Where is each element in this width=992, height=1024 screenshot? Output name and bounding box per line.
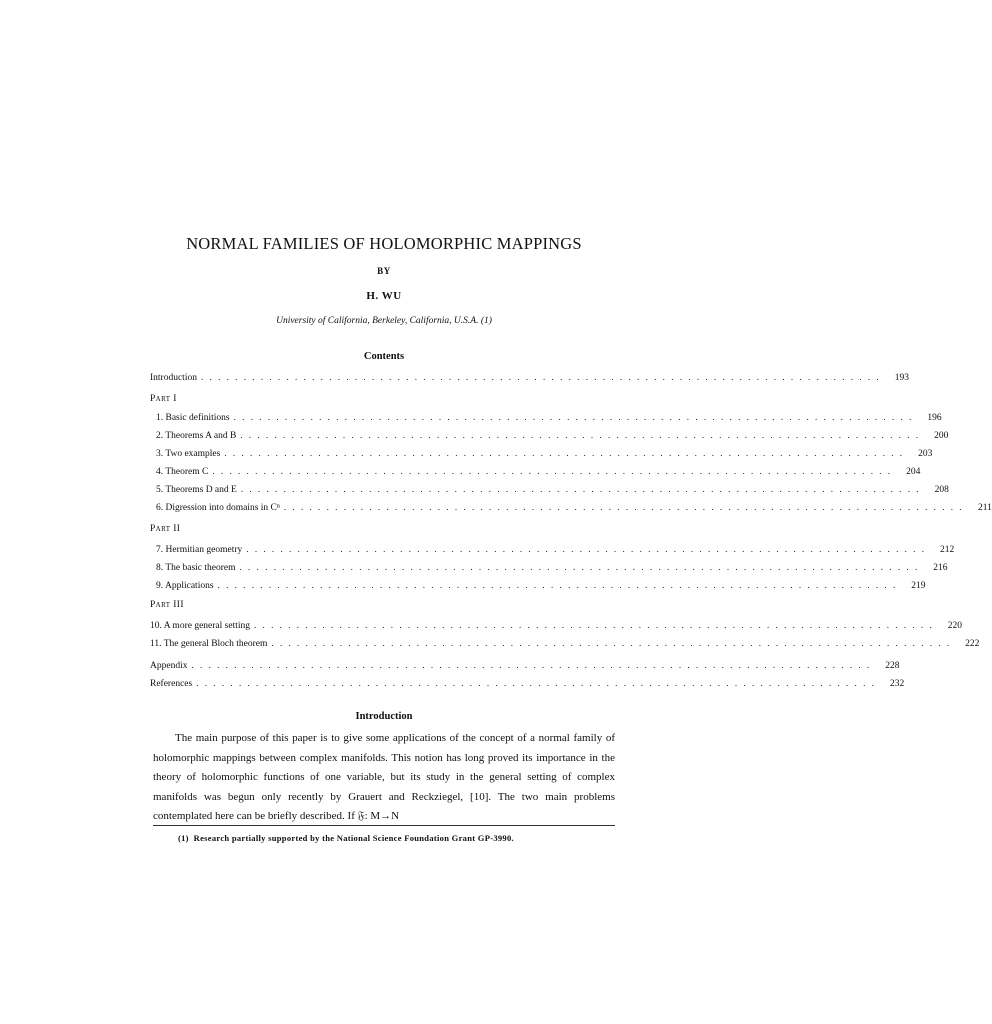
toc-entry — [150, 560, 948, 575]
toc-entry — [150, 482, 949, 497]
toc-entry — [150, 446, 933, 461]
toc-leader-dots: ................................................................................ — [217, 580, 902, 590]
toc-entry-page: 220 — [947, 621, 962, 631]
toc-part-heading: Part II — [150, 524, 181, 534]
toc-entry-page: 200 — [934, 431, 949, 441]
toc-entry — [150, 578, 926, 593]
toc-entry — [150, 464, 921, 479]
toc-leader-dots: ................................................................................ — [239, 562, 924, 572]
toc-entry-page: 228 — [885, 661, 900, 671]
toc-entry-page: 208 — [934, 485, 949, 495]
toc-entry-label: 9. Applications — [156, 581, 214, 591]
toc-entry-label: 4. Theorem C — [156, 467, 209, 477]
toc-entry-label: 8. The basic theorem — [156, 563, 236, 573]
toc-leader-dots: ................................................................................ — [246, 544, 931, 554]
toc-leader-dots: ................................................................................ — [283, 502, 968, 512]
toc-leader-dots: ................................................................................ — [224, 448, 909, 458]
toc-entry-label: 11. The general Bloch theorem — [150, 639, 268, 649]
toc-leader-dots: ................................................................................ — [240, 430, 925, 440]
toc-leader-dots: ................................................................................ — [212, 466, 897, 476]
toc-entry-label: 1. Basic definitions — [156, 413, 230, 423]
toc-entry — [150, 676, 905, 691]
toc-entry — [150, 410, 942, 425]
toc-entry — [150, 658, 900, 673]
toc-leader-dots: ................................................................................ — [254, 620, 938, 630]
toc-leader-dots: ................................................................................ — [233, 412, 918, 422]
toc-entry-page: 222 — [965, 639, 980, 649]
toc-entry — [150, 636, 980, 651]
toc-entry-label: References — [150, 679, 193, 689]
toc-entry-page: 196 — [927, 413, 942, 423]
introduction-paragraph: The main purpose of this paper is to give some applications of the concept of a normal family of holomorphic mappings between complex manifolds. This notion has long proved its importance in the theory of holomorphic functions of one variable, but its study in the general setting of complex manifolds was begun only recently by Grauert and Reckziegel, [10]. The two main problems contemplated here can be briefly described. If 𝔉: M→N — [153, 732, 615, 822]
toc-entry — [150, 618, 962, 633]
by-line: BY — [377, 266, 391, 276]
toc-entry-page: 216 — [933, 563, 948, 573]
author-affiliation — [0, 316, 768, 326]
toc-entry — [150, 542, 955, 557]
toc-entry-label: 10. A more general setting — [150, 621, 250, 631]
toc-entry-label: 7. Hermitian geometry — [156, 545, 243, 555]
footnote — [178, 833, 514, 843]
toc-entry-page: 219 — [911, 581, 926, 591]
toc-leader-dots: ................................................................................ — [240, 484, 925, 494]
toc-entry — [150, 370, 909, 385]
toc-leader-dots: ................................................................................ — [271, 638, 956, 648]
toc-entry-label: 6. Digression into domains in Cⁿ — [156, 503, 280, 513]
author-name: H. WU — [366, 290, 402, 302]
toc-part-heading: Part III — [150, 600, 184, 610]
toc-entry-label: 2. Theorems A and B — [156, 431, 237, 441]
introduction-heading: Introduction — [355, 711, 413, 722]
toc-entry-label: 3. Two examples — [156, 449, 221, 459]
affiliation-note-ref: (1) — [480, 316, 492, 326]
paper-title: NORMAL FAMILIES OF HOLOMORPHIC MAPPINGS — [186, 234, 582, 253]
footnote-rule — [153, 825, 615, 826]
toc-part-heading: Part I — [150, 394, 177, 404]
toc-entry-label: 5. Theorems D and E — [156, 485, 237, 495]
footnote-mark: (1) — [178, 833, 189, 843]
footnote-text: Research partially supported by the National Science Foundation Grant GP-3990. — [193, 833, 514, 843]
toc-leader-dots: ................................................................................ — [200, 372, 885, 382]
toc-entry-label: Appendix — [150, 661, 188, 671]
toc-entry-page: 204 — [906, 467, 921, 477]
toc-entry-page: 211 — [977, 503, 992, 513]
toc-entry-page: 193 — [894, 373, 909, 383]
toc-entry-page: 212 — [940, 545, 955, 555]
toc-entry — [150, 500, 992, 515]
toc-entry — [150, 428, 949, 443]
contents-heading: Contents — [363, 351, 405, 362]
toc-entry-label: Introduction — [150, 373, 197, 383]
toc-leader-dots: ................................................................................ — [196, 678, 881, 688]
toc-entry-page: 232 — [889, 679, 905, 689]
affiliation-text: University of California, Berkeley, California, U.S.A. — [276, 316, 479, 326]
toc-leader-dots: ................................................................................ — [191, 660, 876, 670]
toc-entry-page: 203 — [918, 449, 933, 459]
